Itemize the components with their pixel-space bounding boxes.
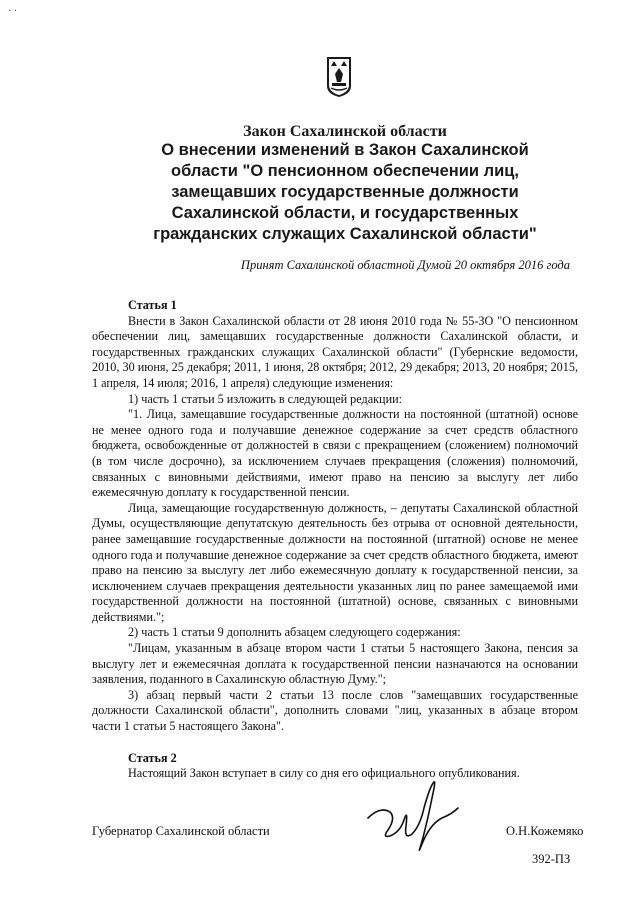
article-1-heading: Статья 1 xyxy=(128,298,177,312)
heading-line: замещавших государственные должности xyxy=(171,183,519,201)
handwritten-signature xyxy=(360,778,480,856)
heading-line: области "О пенсионном обеспечении лиц, xyxy=(171,162,519,180)
article-paragraph: Лица, замещающие государственную должность, – депутаты Сахалинской областной Думы, осуществляющие депутатскую деятельность без отрыва от основной деятельности, ранее замещавшие государственные должности на постоянной (штатной) основе не менее одного года и получавшие денежное содержание за счет средств областного бюджета, имеют право на пенсию за выслугу лет либо ежемесячную доплату к государственной пенсии, за исключением случаев прекращения деятельности указанных лиц по ранее замещаемой ими государственной должности на постоянной (штатной) основе, связанных с виновными действиями."; xyxy=(92,500,578,624)
signatory-name: О.Н.Кожемяко xyxy=(506,824,584,838)
registration-number: 392-ПЗ xyxy=(532,852,571,866)
article-paragraph: Внести в Закон Сахалинской области от 28 июня 2010 года № 55-ЗО "О пенсионном обеспечении лиц, замещавших государственные должности Сахалинской области, и государственных гражданских служащих Сахалинской области" (Губернские ведомости, 2010, 30 июня, 25 декабря; 2011, 1 июня, 28 октября; 2012, 29 декабря; 2013, 20 ноября; 2015, 1 апреля, 14 июля; 2016, 1 апреля) следующие изменения: xyxy=(92,313,578,390)
law-title: Закон Сахалинской области xyxy=(243,123,447,140)
heading-line: О внесении изменений в Закон Сахалинской xyxy=(161,141,529,159)
article-paragraph: "Лицам, указанным в абзаце втором части 1 статьи 5 настоящего Закона, пенсия за выслугу лет и ежемесячная доплата к государственной пенсии назначаются на основании заявления, поданного в Сахалинскую областную Думу."; xyxy=(92,641,578,687)
scan-mark: · · xyxy=(8,6,18,17)
adoption-note: Принят Сахалинской областной Думой 20 октября 2016 года xyxy=(240,258,570,272)
article-paragraph: 2) часть 1 статьи 9 дополнить абзацем следующего содержания: xyxy=(128,625,461,640)
heading-line: Сахалинской области, и государственных xyxy=(171,204,519,222)
law-heading xyxy=(120,140,570,245)
article-paragraph: Настоящий Закон вступает в силу со дня его официального опубликования. xyxy=(128,766,520,781)
law-body xyxy=(92,298,578,782)
signatory-position: Губернатор Сахалинской области xyxy=(92,824,270,838)
coat-of-arms-emblem xyxy=(326,56,352,98)
article-paragraph: 3) абзац первый части 2 статьи 13 после слов "замещавших государственные должности Сахалинской области", дополнить словами "лиц, указанных в абзаце втором части 1 статьи 5 настоящего Закона". xyxy=(92,687,578,734)
article-paragraph: "1. Лица, замещавшие государственные должности на постоянной (штатной) основе не менее одного года и получавшие денежное содержание за счет средств областного бюджета, освобожденные от должностей в связи с прекращением (сложением) полномочий (в том числе досрочно), за исключением случаев прекращения (сложения) полномочий, связанных с виновными действиями, имеют право на пенсию за выслугу лет либо ежемесячную доплату к государственной пенсии. xyxy=(92,407,578,500)
article-paragraph: 1) часть 1 статьи 5 изложить в следующей редакции: xyxy=(128,391,403,406)
heading-line: гражданских служащих Сахалинской области" xyxy=(153,225,537,243)
article-2-heading: Статья 2 xyxy=(128,750,177,765)
